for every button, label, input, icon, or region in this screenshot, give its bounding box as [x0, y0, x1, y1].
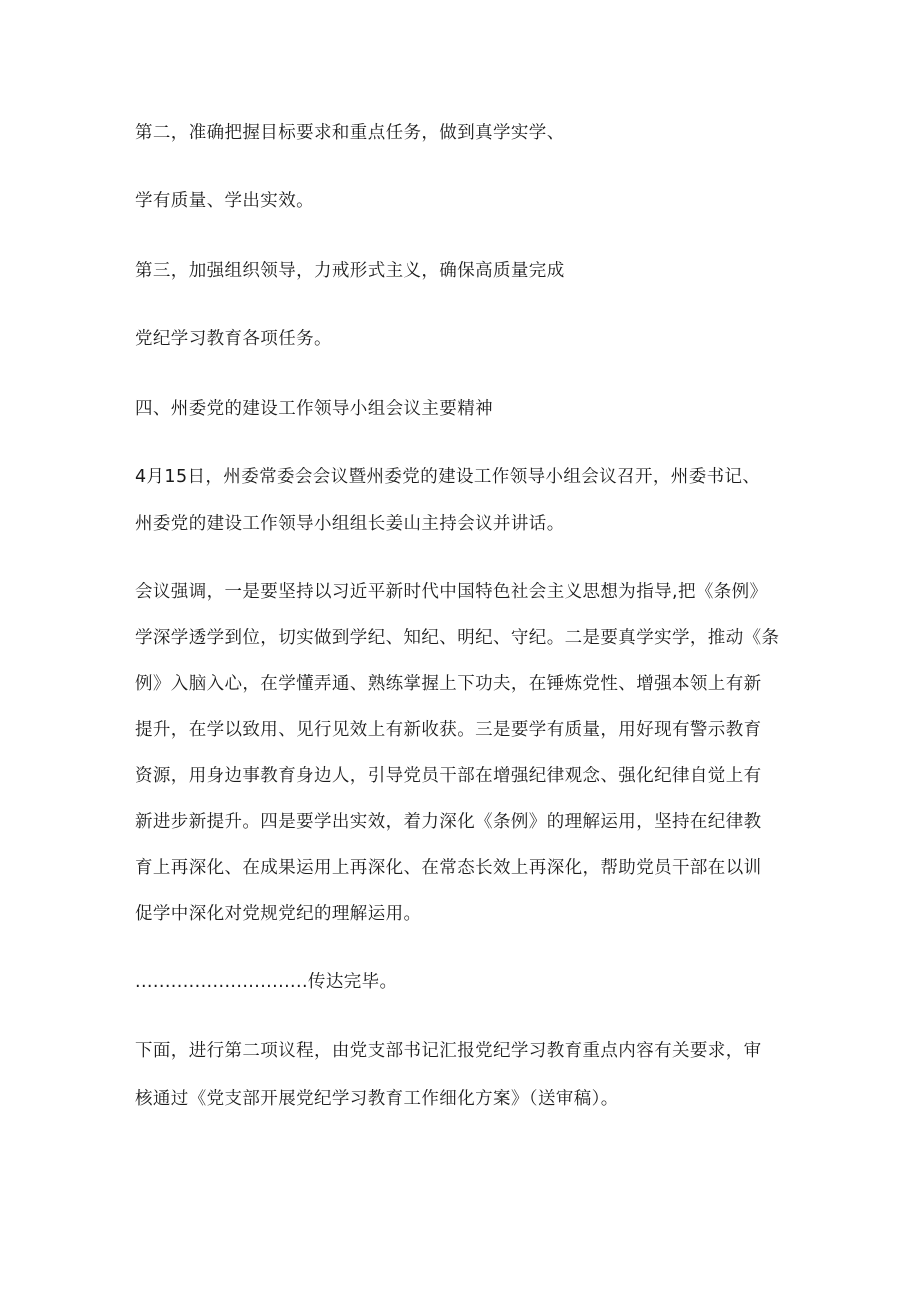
paragraph-line: 下面，进行第二项议程，由党支部书记汇报党纪学习教育重点内容有关要求，审 — [135, 1041, 762, 1061]
paragraph-line: 提升，在学以致用、见行见效上有新收获。三是要学有质量，用好现有警示教育 — [135, 720, 762, 740]
paragraph-line: 第二，准确把握目标要求和重点任务，做到真学实学、 — [135, 123, 565, 143]
paragraph-line: 资源，用身边事教育身边人，引导党员干部在增强纪律观念、强化纪律自觉上有 — [135, 766, 762, 786]
paragraph-line: 育上再深化、在成果运用上再深化、在常态长效上再深化，帮助党员干部在以训 — [135, 858, 762, 878]
paragraph-line: 第三，加强组织领导，力戒形式主义，确保高质量完成 — [135, 261, 565, 281]
paragraph-line: 会议强调，一是要坚持以习近平新时代中国特色社会主义思想为指导,把《条例》 — [135, 582, 768, 602]
paragraph-line: 4月15日，州委常委会会议暨州委党的建设工作领导小组会议召开，州委书记、 — [135, 467, 761, 487]
paragraph-line: 促学中深化对党规党纪的理解运用。 — [135, 904, 422, 924]
paragraph-line: 例》入脑入心，在学懂弄通、熟练掌握上下功夫，在锤炼党性、增强本领上有新 — [135, 674, 762, 694]
paragraph-line: 州委党的建设工作领导小组组长姜山主持会议并讲话。 — [135, 514, 565, 534]
section-heading: 四、州委党的建设工作领导小组会议主要精神 — [135, 399, 493, 419]
paragraph-line: 学深学透学到位，切实做到学纪、知纪、明纪、守纪。二是要真学实学，推动《条 — [135, 628, 780, 648]
paragraph-line: 核通过《党支部开展党纪学习教育工作细化方案》（送审稿）。 — [135, 1089, 619, 1109]
paragraph-line: .............................传达完毕。 — [135, 972, 398, 992]
paragraph-line: 党纪学习教育各项任务。 — [135, 329, 332, 349]
paragraph-line: 新进步新提升。四是要学出实效，着力深化《条例》的理解运用，坚持在纪律教 — [135, 812, 762, 832]
paragraph-line: 学有质量、学出实效。 — [135, 191, 314, 211]
